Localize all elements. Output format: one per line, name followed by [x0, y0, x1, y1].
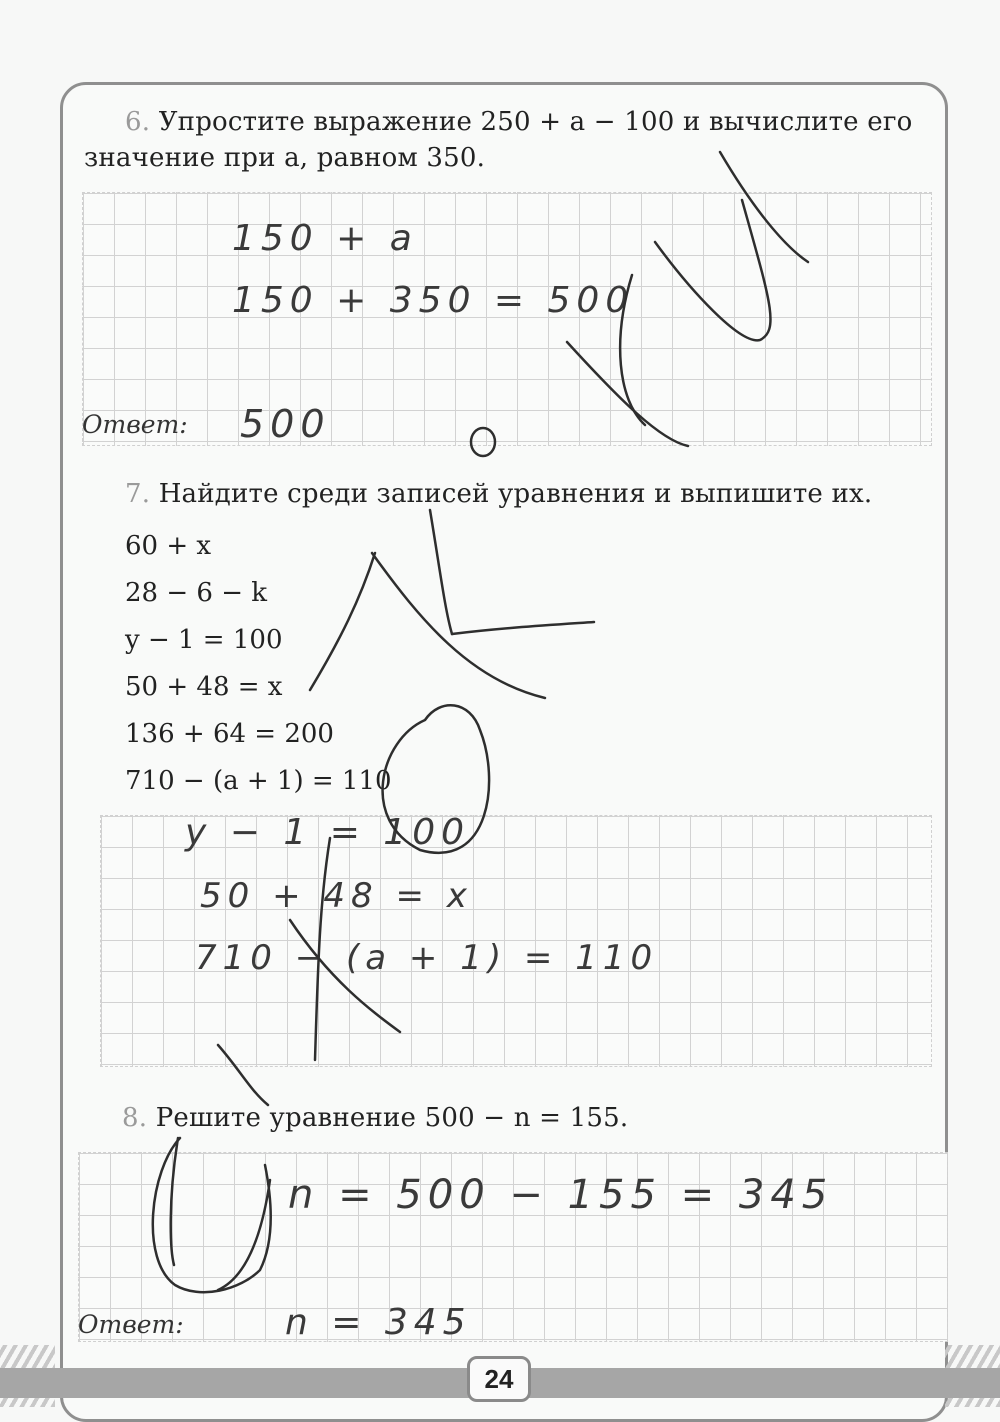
- task6-number: 6.: [125, 107, 151, 137]
- task7-item-1: 60 + x: [125, 531, 212, 561]
- task8-answer-label: Ответ:: [78, 1310, 184, 1339]
- task7-work-line3: 710 − (a + 1) = 110: [195, 938, 659, 978]
- task7-item-4: 50 + 48 = x: [125, 672, 283, 702]
- task8-number: 8.: [122, 1103, 148, 1133]
- task6-statement-line1: [125, 104, 913, 140]
- task6-text-line2: значение при a, равном 350.: [84, 143, 486, 173]
- task7-number: 7.: [125, 479, 151, 509]
- task6-work-line2: 150 + 350 = 500: [232, 280, 635, 321]
- task6-text-line1: Упростите выражение 250 + a − 100 и вычислите его: [158, 107, 913, 137]
- task7-text: Найдите среди записей уравнения и выпишите их.: [158, 479, 873, 509]
- page-number: 24: [467, 1356, 531, 1402]
- task7-work-line1: y − 1 = 100: [185, 812, 471, 853]
- task7-item-3: y − 1 = 100: [125, 625, 283, 655]
- task6-answer-label: Ответ:: [82, 410, 188, 439]
- task8-work-line1: n = 500 − 155 = 345: [288, 1172, 834, 1218]
- task7-work-line2: 50 + 48 = x: [200, 876, 473, 916]
- task8-answer: n = 345: [285, 1302, 472, 1343]
- task7-statement: [125, 476, 872, 512]
- task6-answer: 500: [240, 402, 331, 446]
- task6-work-line1: 150 + a: [232, 218, 418, 259]
- task8-statement: [122, 1100, 628, 1136]
- task8-text: Решите уравнение 500 − n = 155.: [155, 1103, 629, 1133]
- task7-item-6: 710 − (a + 1) = 110: [125, 766, 392, 796]
- task7-item-2: 28 − 6 − k: [125, 578, 268, 608]
- task7-item-5: 136 + 64 = 200: [125, 719, 334, 749]
